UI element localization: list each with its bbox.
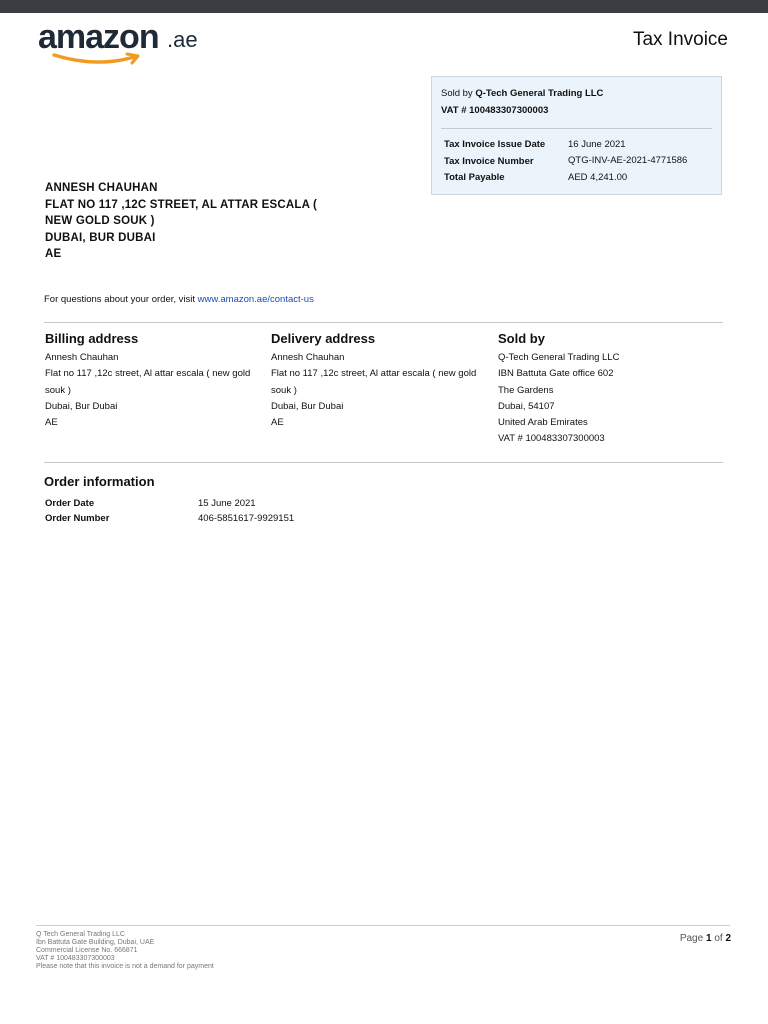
delivery-line: AE <box>271 417 284 429</box>
sold-by-line: VAT # 100483307300003 <box>498 433 605 445</box>
delivery-address-heading: Delivery address <box>271 331 376 346</box>
billing-address-heading: Billing address <box>45 331 139 346</box>
contact-text: For questions about your order, visit <box>44 294 196 305</box>
sold-by-line: United Arab Emirates <box>498 417 588 429</box>
total-payable-value: AED 4,241.00 <box>568 172 628 183</box>
ship-to-address <box>45 180 345 263</box>
page-number <box>680 933 731 944</box>
billing-line: Annesh Chauhan <box>45 352 119 363</box>
seller-summary-box <box>431 76 722 195</box>
footer-line: VAT # 100483307300003 <box>36 955 115 962</box>
delivery-line: Annesh Chauhan <box>271 352 345 363</box>
sold-by-address <box>498 331 718 448</box>
document-title: Tax Invoice <box>632 29 728 50</box>
logo-tld: .ae <box>167 27 198 52</box>
invoice-number-label: Tax Invoice Number <box>444 156 534 167</box>
order-number-label: Order Number <box>45 513 110 524</box>
seller-box-divider <box>441 128 712 129</box>
footer-notes <box>36 931 214 971</box>
ship-to-line: ANNESH CHAUHAN <box>45 182 158 194</box>
billing-line: Dubai, Bur Dubai <box>45 400 118 412</box>
footer-line: Please note that this invoice is not a demand for payment <box>36 963 214 970</box>
ship-to-line: NEW GOLD SOUK ) <box>45 215 155 227</box>
seller-vat: VAT # 100483307300003 <box>441 105 549 116</box>
delivery-address <box>271 331 491 431</box>
page-current: 1 <box>705 933 712 944</box>
order-date-value: 15 June 2021 <box>198 498 256 509</box>
sold-by-line: Q-Tech General Trading LLC <box>498 352 620 363</box>
invoice-number-value: QTG-INV-AE-2021-4771586 <box>568 155 688 166</box>
logo-wordmark: amazon <box>38 18 159 56</box>
order-information-heading: Order information <box>44 474 155 489</box>
page-prefix: Page <box>679 933 704 944</box>
issue-date-value: 16 June 2021 <box>568 139 626 150</box>
billing-line: souk ) <box>45 384 71 396</box>
sold-by-line <box>441 88 603 99</box>
page-total: 2 <box>725 933 731 944</box>
footer-divider <box>36 925 730 926</box>
order-number-value: 406-5851617-9929151 <box>198 513 295 524</box>
total-payable-label: Total Payable <box>444 172 505 183</box>
section-divider <box>44 462 723 463</box>
delivery-line: Dubai, Bur Dubai <box>271 400 344 412</box>
sold-by-heading: Sold by <box>498 331 545 346</box>
sold-by-line: Dubai, 54107 <box>498 400 555 412</box>
footer-line: Q Tech General Trading LLC <box>36 931 125 938</box>
issue-date-label: Tax Invoice Issue Date <box>444 139 546 150</box>
footer-line: Ibn Battuta Gate Building, Dubai, UAE <box>36 939 155 946</box>
sold-by-line: The Gardens <box>498 384 554 396</box>
contact-link[interactable]: www.amazon.ae/contact-us <box>197 294 314 305</box>
footer-line: Commercial License No. 666871 <box>36 947 138 954</box>
ship-to-line: AE <box>45 248 62 260</box>
amazon-logo <box>38 18 208 66</box>
sold-by-line: IBN Battuta Gate office 602 <box>498 368 614 380</box>
delivery-line: Flat no 117 ,12c street, Al attar escala ( new gold <box>271 368 477 380</box>
smile-arrow-icon <box>52 52 148 66</box>
delivery-line: souk ) <box>271 384 297 396</box>
top-bar <box>0 0 768 13</box>
order-date-label: Order Date <box>45 498 95 509</box>
billing-line: Flat no 117 ,12c street, Al attar escala ( new gold <box>45 368 251 380</box>
page-of: of <box>714 933 723 944</box>
ship-to-line: FLAT NO 117 ,12C STREET, AL ATTAR ESCALA ( <box>45 198 318 211</box>
contact-note <box>44 294 314 305</box>
section-divider <box>44 322 723 323</box>
billing-address <box>45 331 265 431</box>
ship-to-line: DUBAI, BUR DUBAI <box>45 231 156 244</box>
sold-by-name: Q-Tech General Trading LLC <box>475 88 604 99</box>
billing-line: AE <box>45 417 58 429</box>
sold-by-prefix: Sold by <box>441 88 473 99</box>
